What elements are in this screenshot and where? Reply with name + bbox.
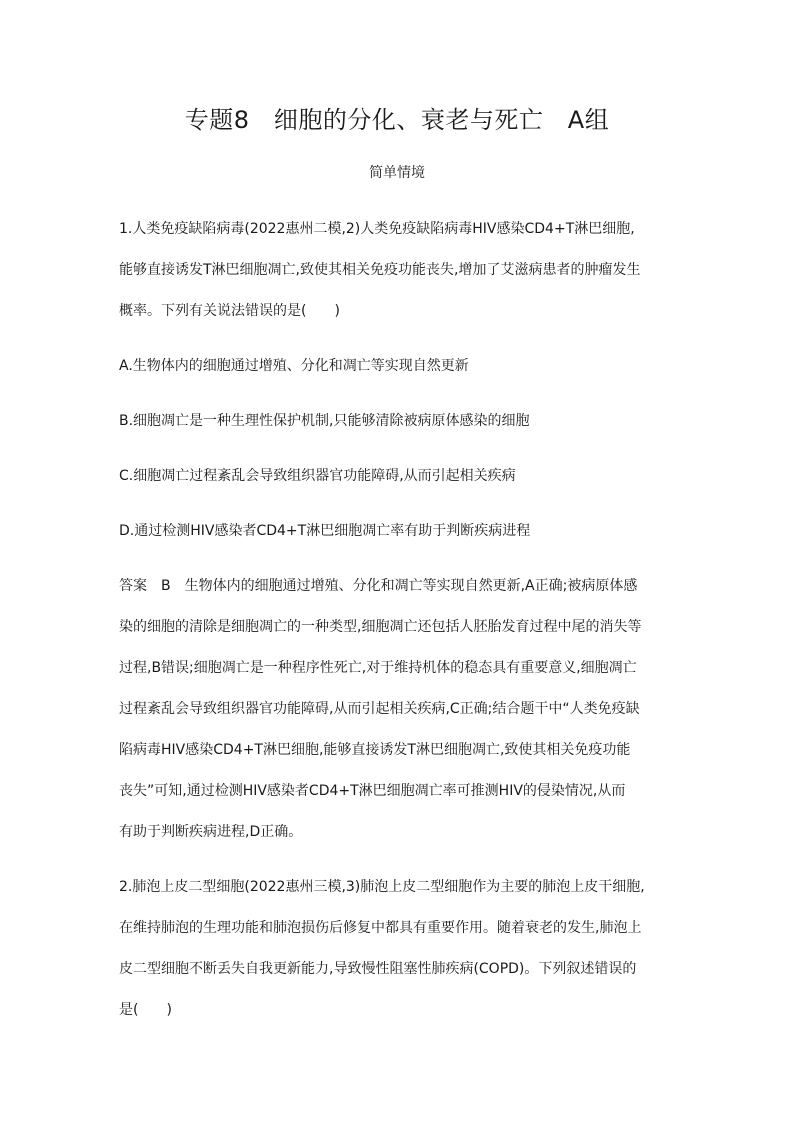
answer-line: 有助于判断疾病进程,D正确。 bbox=[119, 824, 303, 840]
question-1-option-a: A.生物体内的细胞通过增殖、分化和凋亡等实现自然更新 bbox=[119, 358, 469, 374]
question-1-stem-line: 概率。下列有关说法错误的是( ) bbox=[119, 303, 340, 319]
question-1-stem-line: 1.人类免疫缺陷病毒(2022惠州二模,2)人类免疫缺陷病毒HIV感染CD4+T淋巴细胞, bbox=[119, 221, 635, 237]
page-title: 专题8 细胞的分化、衰老与死亡 A组 bbox=[184, 106, 610, 134]
question-1-option-d: D.通过检测HIV感染者CD4+T淋巴细胞凋亡率有助于判断疾病进程 bbox=[119, 523, 531, 539]
question-2-stem-line: 2.肺泡上皮二型细胞(2022惠州三模,3)肺泡上皮二型细胞作为主要的肺泡上皮干细胞, bbox=[119, 879, 645, 895]
answer-line: 染的细胞的清除是细胞凋亡的一种类型,细胞凋亡还包括人胚胎发育过程中尾的消失等 bbox=[119, 619, 642, 635]
answer-line: 丧失”可知,通过检测HIV感染者CD4+T淋巴细胞凋亡率可推测HIV的侵染情况,从而 bbox=[119, 783, 626, 799]
answer-line: 过程紊乱会导致组织器官功能障碍,从而引起相关疾病,C正确;结合题干中“人类免疫缺 bbox=[119, 701, 640, 717]
question-1-stem-line: 能够直接诱发T淋巴细胞凋亡,致使其相关免疫功能丧失,增加了艾滋病患者的肿瘤发生 bbox=[119, 262, 641, 278]
answer-line: 答案 B 生物体内的细胞通过增殖、分化和凋亡等实现自然更新,A正确;被病原体感 bbox=[119, 578, 638, 594]
question-1-option-b: B.细胞凋亡是一种生理性保护机制,只能够清除被病原体感染的细胞 bbox=[119, 413, 530, 429]
answer-line: 过程,B错误;细胞凋亡是一种程序性死亡,对于维持机体的稳态具有重要意义,细胞凋亡 bbox=[119, 660, 637, 676]
question-2-stem-line: 在维持肺泡的生理功能和肺泡损伤后修复中都具有重要作用。随着衰老的发生,肺泡上 bbox=[119, 920, 642, 936]
question-2-stem-line: 是( ) bbox=[119, 1002, 172, 1018]
question-1-option-c: C.细胞凋亡过程紊乱会导致组织器官功能障碍,从而引起相关疾病 bbox=[119, 468, 516, 484]
question-2-stem-line: 皮二型细胞不断丢失自我更新能力,导致慢性阻塞性肺疾病(COPD)。下列叙述错误的 bbox=[119, 961, 637, 977]
section-label: 简单情境 bbox=[369, 165, 425, 181]
answer-line: 陷病毒HIV感染CD4+T淋巴细胞,能够直接诱发T淋巴细胞凋亡,致使其相关免疫功能 bbox=[119, 742, 631, 758]
